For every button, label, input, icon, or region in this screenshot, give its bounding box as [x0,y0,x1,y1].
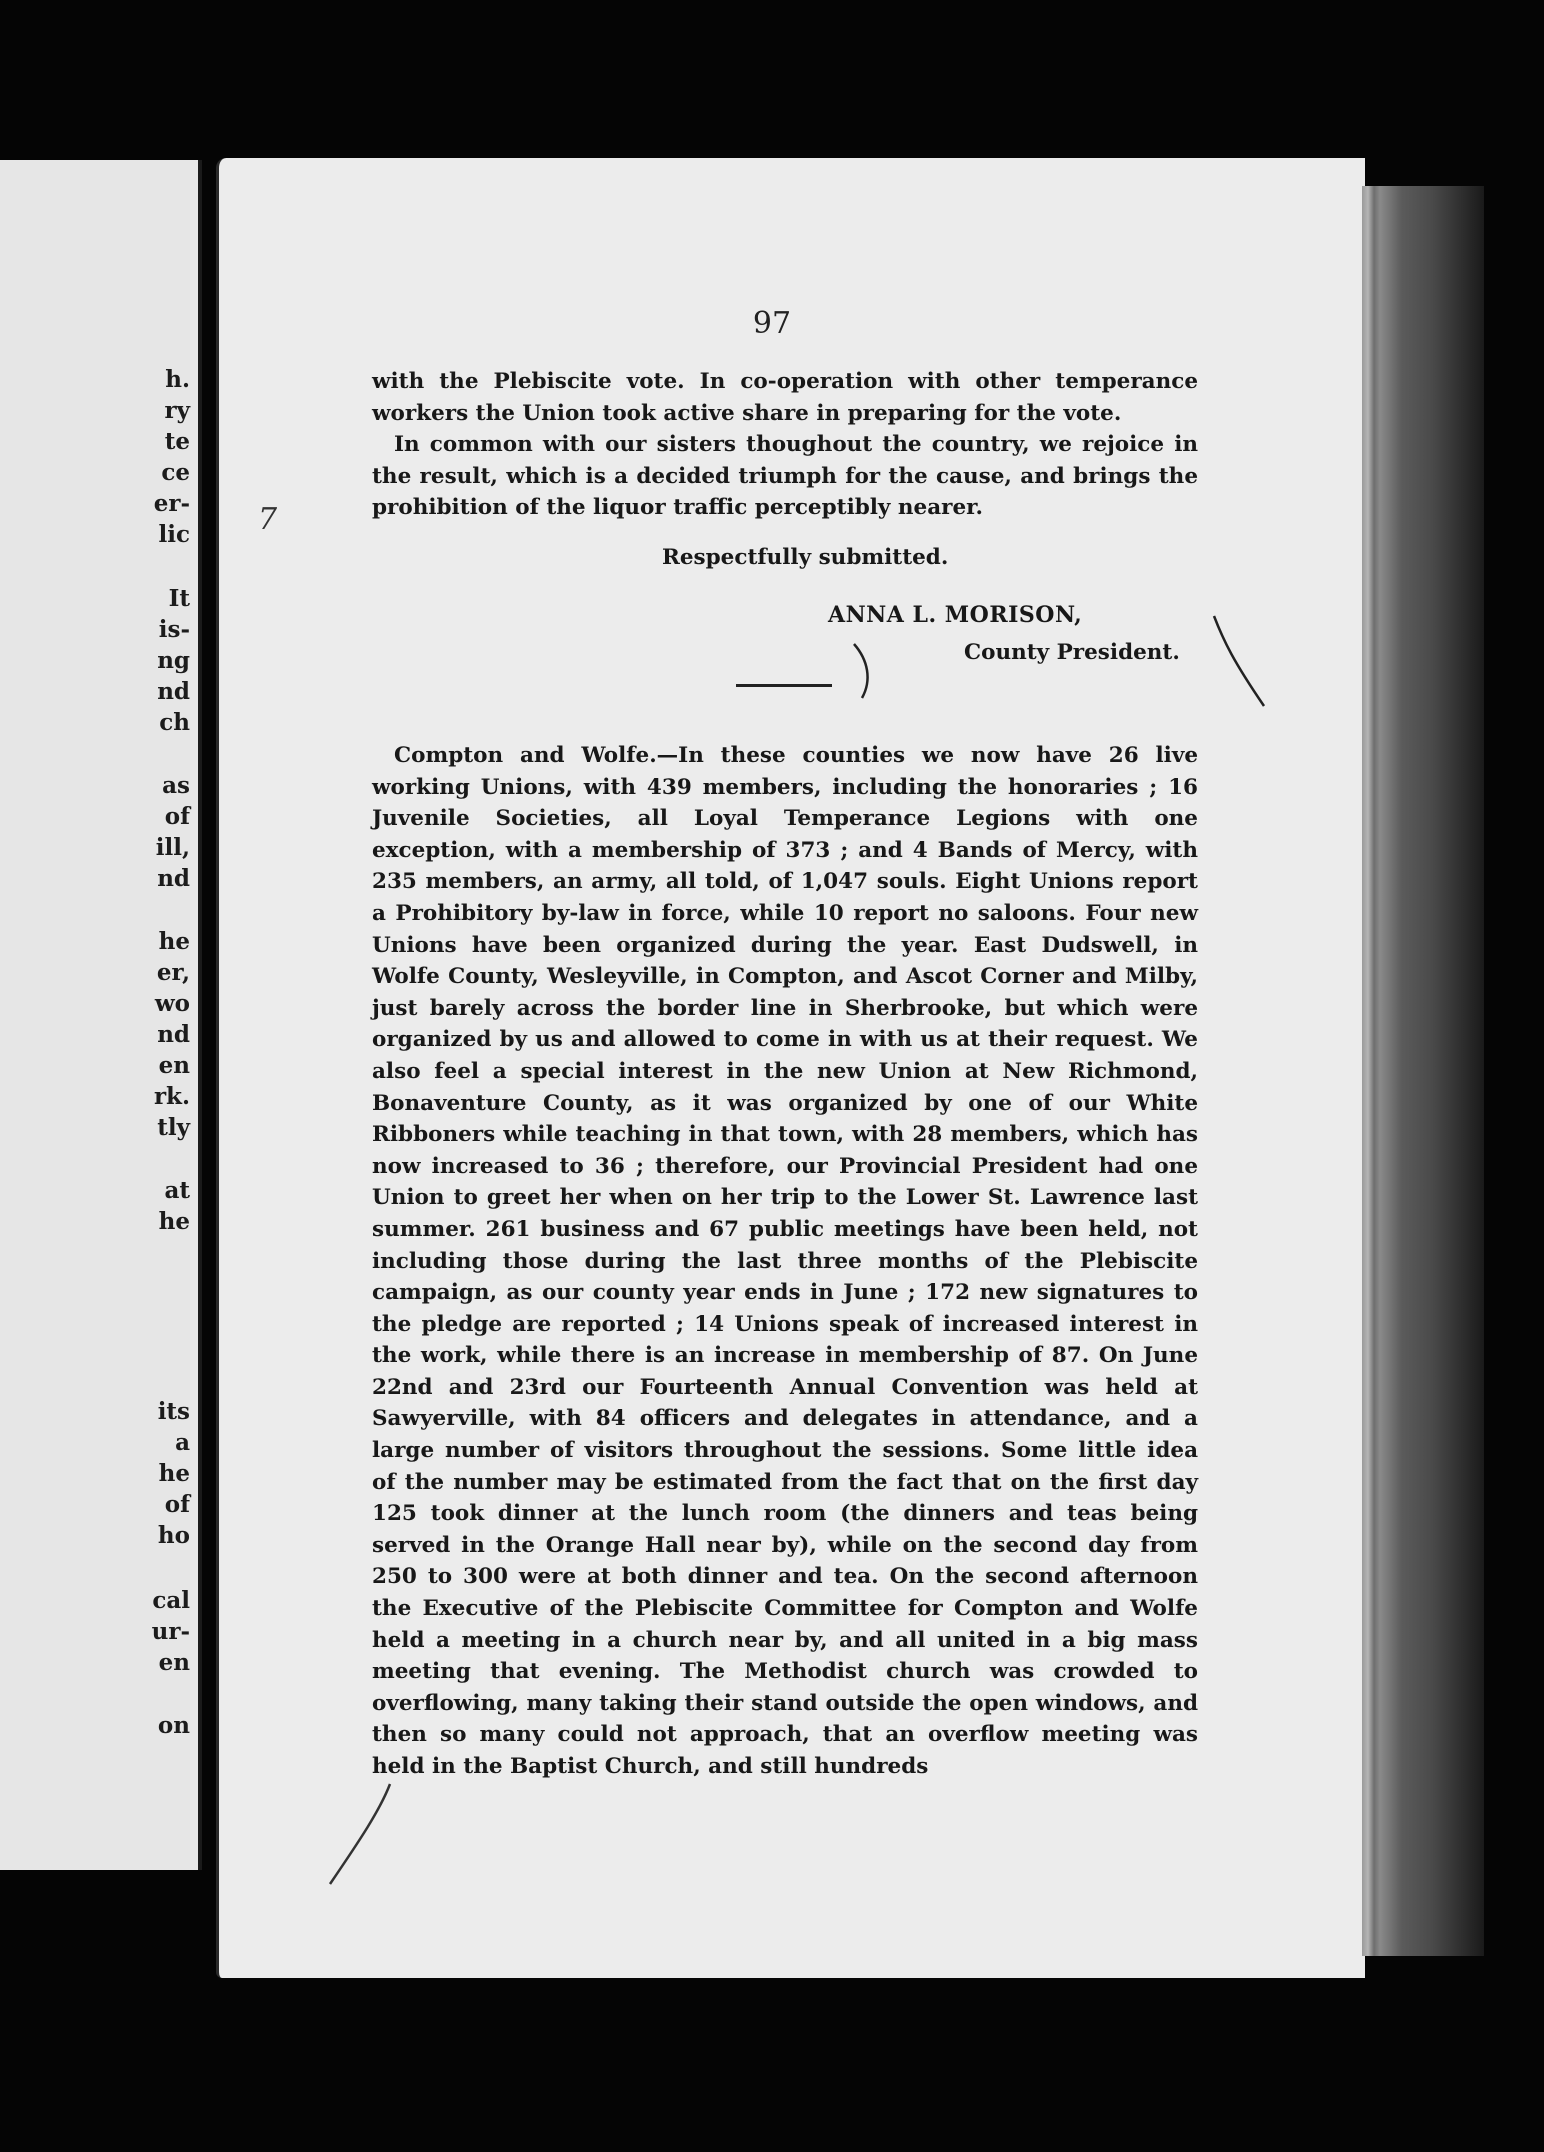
left-fragment: ill, [155,834,190,861]
report-text [372,740,1198,1783]
left-facing-page [0,160,202,1870]
left-fragment: ur- [151,1618,190,1645]
book-edge [1362,186,1484,1956]
left-fragment: rk. [153,1083,190,1110]
left-fragment: cal [152,1587,190,1614]
left-fragment: nd [157,865,190,892]
left-fragment: er- [153,490,190,517]
left-fragment: tly [157,1114,190,1141]
left-fragment: of [164,803,190,830]
left-fragment: en [158,1052,190,1079]
left-fragment: he [158,928,190,955]
opening-text [372,366,1198,524]
left-fragment: lic [158,521,190,548]
paragraph: Compton and Wolfe.—In these counties we now have 26 live working Unions, with 439 members, including the honoraries ; 16 Juvenile Societies, all Loyal Temperance Legions with one exception, with a membership of 373 ; and 4 Bands of Mercy, with 235 members, an army, all told, of 1,047 souls. Eight Unions report a Prohibitory by-law in force, while 10 report no saloons. Four new Unions have been organized during the year. East Dudswell, in Wolfe County, Wesleyville, in Compton, and Ascot Corner and Milby, just barely across the border line in Sherbrooke, but which were organized by us and allowed to come in with us at their request. We also feel a special interest in the new Union at New Richmond, Bonaventure County, as it was organized by one of our White Ribboners while teaching in that town, with 28 members, which has now increased to 36 ; therefore, our Provincial President had one Union to greet her when on her trip to the Lower St. Lawrence last summer. 261 business and 67 public meetings have been held, not including those during the last three months of the Plebiscite campaign, as our county year ends in June ; 172 new signatures to the pledge are reported ; 14 Unions speak of increased interest in the work, while there is an increase in membership of 87. On June 22nd and 23rd our Fourteenth Annual Convention was held at Sawyerville, with 84 officers and delegates in attendance, and a large number of visitors throughout the sessions. Some little idea of the number may be estimated from the fact that on the first day 125 took dinner at the lunch room (the dinners and teas being served in the Orange Hall near by), while on the second day from 250 to 300 were at both dinner and tea. On the second afternoon the Executive of the Plebiscite Committee for Compton and Wolfe held a meeting in a church near by, and all united in a big mass meeting that evening. The Methodist church was crowded to overflowing, many taking their stand outside the open windows, and then so many could not approach, that an overflow meeting was held in the Baptist Church, and still hundreds [372,743,1198,1779]
pencil-mark [320,1780,400,1890]
left-fragment: ho [157,1522,190,1549]
left-fragment: wo [154,990,190,1017]
pencil-mark [850,640,880,704]
left-fragment: er, [156,959,190,986]
signer-title: County President. [964,640,1180,665]
left-fragment: ng [157,647,190,674]
left-fragment: on [157,1712,190,1739]
page-number: 97 [752,306,792,341]
left-fragment: a [175,1429,190,1456]
paragraph: In common with our sisters thoughout the country, we rejoice in the result, which is a decided triumph for the cause, and brings the prohibition of the liquor traffic perceptibly nearer. [372,432,1198,521]
left-fragment: he [158,1208,190,1235]
left-fragment: at [164,1177,190,1204]
left-fragment: its [157,1398,190,1425]
signer-name: ANNA L. MORISON, [828,602,1083,628]
left-fragment: of [164,1491,190,1518]
left-fragment: he [158,1460,190,1487]
left-fragment: It [168,585,190,612]
left-fragment: ch [159,709,190,736]
left-fragment: en [158,1649,190,1676]
signoff: Respectfully submitted. [662,545,949,570]
pencil-mark [1210,612,1270,712]
left-fragment: ce [161,459,190,486]
left-fragment: as [162,772,190,799]
left-fragment: ry [164,397,190,424]
left-fragment: te [164,428,190,455]
section-divider [736,684,832,687]
left-fragment: nd [157,678,190,705]
left-fragment: is- [158,616,190,643]
margin-mark: 7 [258,502,278,537]
left-fragment: h. [165,366,190,393]
left-fragment: nd [157,1021,190,1048]
paragraph: with the Plebiscite vote. In co-operation with other temperance workers the Union took active share in preparing for the vote. [372,369,1198,426]
